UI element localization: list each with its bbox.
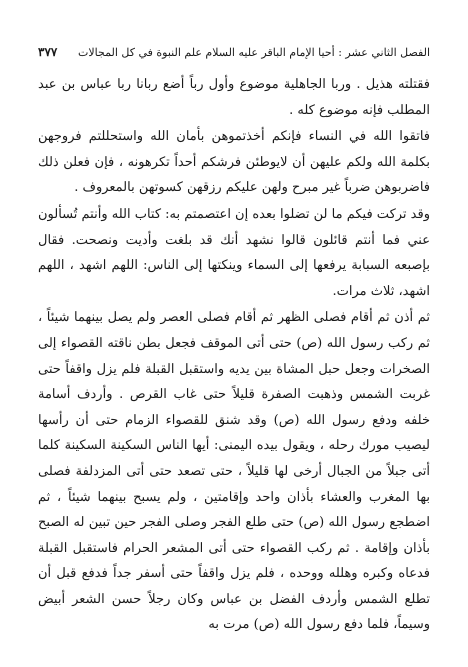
page-number: ٣٧٧ [38, 45, 58, 59]
running-header [38, 45, 430, 65]
paragraph: ثم أذن ثم أقام فصلى الظهر ثم أقام فصلى العصر ولم يصل بينهما شيئاً ، ثم ركب رسول الله (ص) حتى أتى الموقف فجعل بطن ناقته القصواء إلى الصخرات وجعل حبل المشاة بين يديه واستقبل القبلة فلم يزل واقفاً حتى غربت الشمس وذهبت الصفرة قليلاً حتى غاب القرص . وأردف أسامة خلفه ودفع رسول الله (ص) وقد شنق للقصواء الزمام حتى أن رأسها ليصيب مورك رحله ، ويقول بيده اليمنى: أيها الناس السكينة السكينة كلما أتى جبلاً من الجبال أرخى لها قليلاً ، حتى تصعد حتى أتى المزدلفة فصلى بها المغرب والعشاء بأذان واحد وإقامتين ، ولم يسبح بينهما شيئاً ، ثم اضطجع رسول الله (ص) حتى طلع الفجر وصلى الفجر حين تبين له الصبح بأذان وإقامة . ثم ركب القصواء حتى أتى المشعر الحرام فاستقبل القبلة فدعاه وكبره وهلله ووحده ، فلم يزل واقفاً حتى أسفر جداً فدفع قبل أن تطلع الشمس وأردف الفضل بن عباس وكان رجلاً حسن الشعر أبيض وسيماً، فلما دفع رسول الله (ص) مرت به [38, 310, 430, 633]
body-text [38, 72, 430, 639]
paragraph: فاتقوا الله في النساء فإنكم أخذتموهن بأمان الله واستحللتم فروجهن بكلمة الله ولكم عليهن أن لايوطئن فرشكم أحداً تكرهونه ، فإن فعلن ذلك فاضربوهن ضرباً غير مبرح ولهن عليكم رزقهن كسوتهن بالمعروف . [38, 129, 430, 196]
paragraph: فقتلته هذيل . وربا الجاهلية موضوع وأول رباً أضع ربانا ربا عباس بن عبد المطلب فإنه موضوع كله . [38, 77, 430, 118]
paragraph: وقد تركت فيكم ما لن تضلوا بعده إن اعتصمتم به: كتاب الله وأنتم تُسألون عني فما أنتم قائلون قالوا نشهد أنك قد بلغت وأديت ونصحت. فقال بإصبعه السبابة يرفعها إلى السماء وينكتها إلى الناس: اللهم اشهد ، اللهم اشهد، ثلاث مرات. [38, 206, 430, 299]
chapter-title: الفصل الثاني عشر : أحيا الإمام الباقر عليه السلام علم النبوة في كل المجالات [78, 46, 430, 59]
